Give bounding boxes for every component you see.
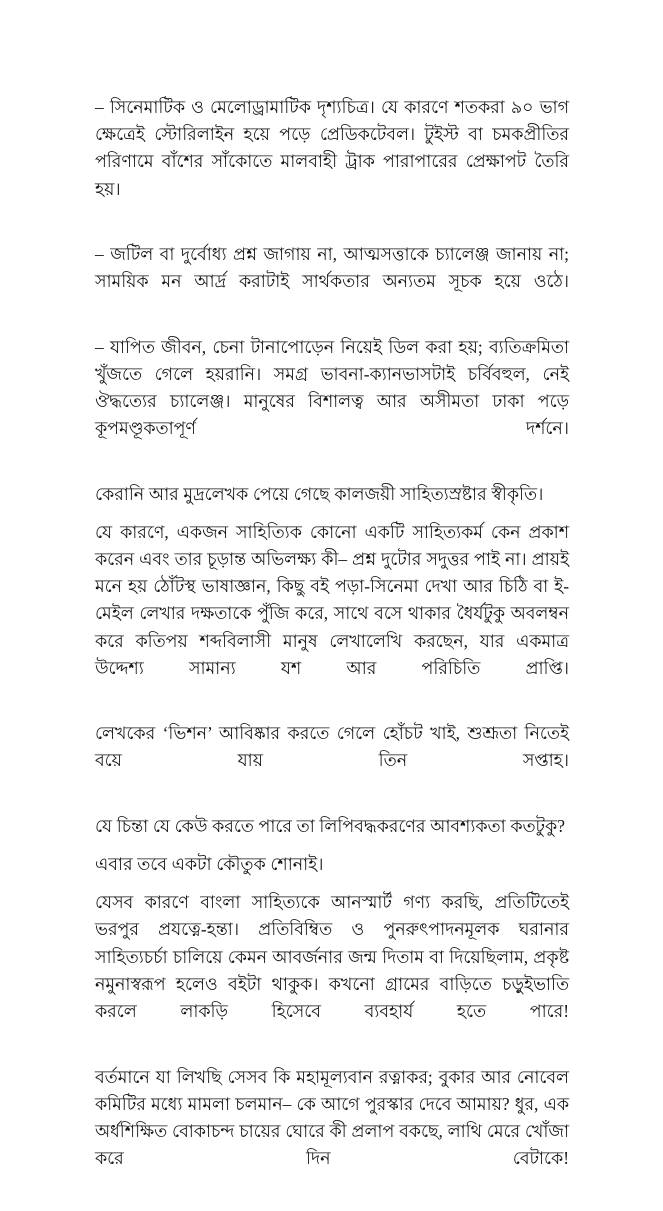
paragraph: – সিনেমাটিক ও মেলোড্রামাটিক দৃশ্যচিত্র। যে কারণে শতকরা ৯০ ভাগ ক্ষেত্রেই স্টোরিলাইন হয়ে পড়ে প্রেডিকটেবল। টুইস্ট বা চমকপ্রীতির পরিণামে বাঁশের সাঁকোতে মালবাহী ট্রাক পারাপারের প্রেক্ষাপট তৈরি হয়। — [95, 97, 569, 199]
paragraph: যে কারণে, একজন সাহিত্যিক কোনো একটি সাহিত্যকর্ম কেন প্রকাশ করেন এবং তার চূড়ান্ত অভিলক্ষ্য কী– প্রশ্ন দুটোর সদুত্তর পাই না। প্রায়ই মনে হয় ঠোঁটস্থ ভাষাজ্ঞান, কিছু বই পড়া-সিনেমা দেখা আর চিঠি বা ই-মেইল লেখার দক্ষতাকে পুঁজি করে, সাথে বসে থাকার ধৈর্যটুকু অবলম্বন করে কতিপয় শব্দবিলাসী মানুষ লেখালেখি করছেন, যার একমাত্র উদ্দেশ্য সামান্য যশ আর পরিচিতি প্রাপ্তি। — [95, 521, 569, 678]
paragraph: কেরানি আর মুদ্রলেখক পেয়ে গেছে কালজয়ী সাহিত্যস্রষ্টার স্বীকৃতি। — [95, 483, 544, 504]
paragraph: এবার তবে একটা কৌতুক শোনাই। — [95, 854, 324, 875]
paragraph: বর্তমানে যা লিখছি সেসব কি মহামূল্যবান রত্নাকর; বুকার আর নোবেল কমিটির মধ্যে মামলা চলমান– কে আগে পুরস্কার দেবে আমায়? ধুর, এক অর্ধশিক্ষিত বোকাচন্দ চায়ের ঘোরে কী প্রলাপ বকছে, লাথি মেরে খোঁজা করে দিন বেটাকে! — [95, 1066, 569, 1169]
paragraph: যেসব কারণে বাংলা সাহিত্যকে আনস্মার্ট গণ্য করছি, প্রতিটিতেই ভরপুর প্রযত্নে-হন্তা। প্রতিবিম্বিত ও পুনরুৎপাদনমূলক ঘরানার সাহিত্যচর্চা চালিয়ে কেমন আবর্জনার জন্ম দিতাম বা দিয়েছিলাম, প্রকৃষ্ট নমুনাস্বরূপ হলেও বইটা থাকুক। কখনো গ্রামের বাড়িতে চড়ুইভাতি করলে লাকড়ি হিসেবে ব্যবহার্য হতে পারে! — [95, 892, 569, 1022]
body-text-column — [95, 94, 569, 1211]
paragraph: – জটিল বা দুর্বোধ্য প্রশ্ন জাগায় না, আত্মসত্তাকে চ্যালেঞ্জ জানায় না; সাময়িক মন আর্দ্র করাটাই সার্থকতার অন্যতম সূচক হয়ে ওঠে। — [95, 244, 569, 292]
paragraph: – যাপিত জীবন, চেনা টানাপোড়েন নিয়েই ডিল করা হয়; ব্যতিক্রমিতা খুঁজতে গেলে হয়রানি। সমগ্র ভাবনা-ক্যানভাসটাই চর্বিবহুল, নেই ঔদ্ধত্যের চ্যালেঞ্জ। মানুষের বিশালত্ব আর অসীমতা ঢাকা পড়ে কূপমণ্ডূকতাপূর্ণ দর্শনে। — [95, 336, 569, 439]
paragraph: যে চিন্তা যে কেউ করতে পারে তা লিপিবদ্ধকরণের আবশ্যকতা কতটুকু? — [95, 815, 565, 836]
paragraph: লেখকের ‘ভিশন’ আবিষ্কার করতে গেলে হোঁচট খাই, শুশ্রূতা নিতেই বয়ে যায় তিন সপ্তাহ। — [95, 723, 569, 771]
